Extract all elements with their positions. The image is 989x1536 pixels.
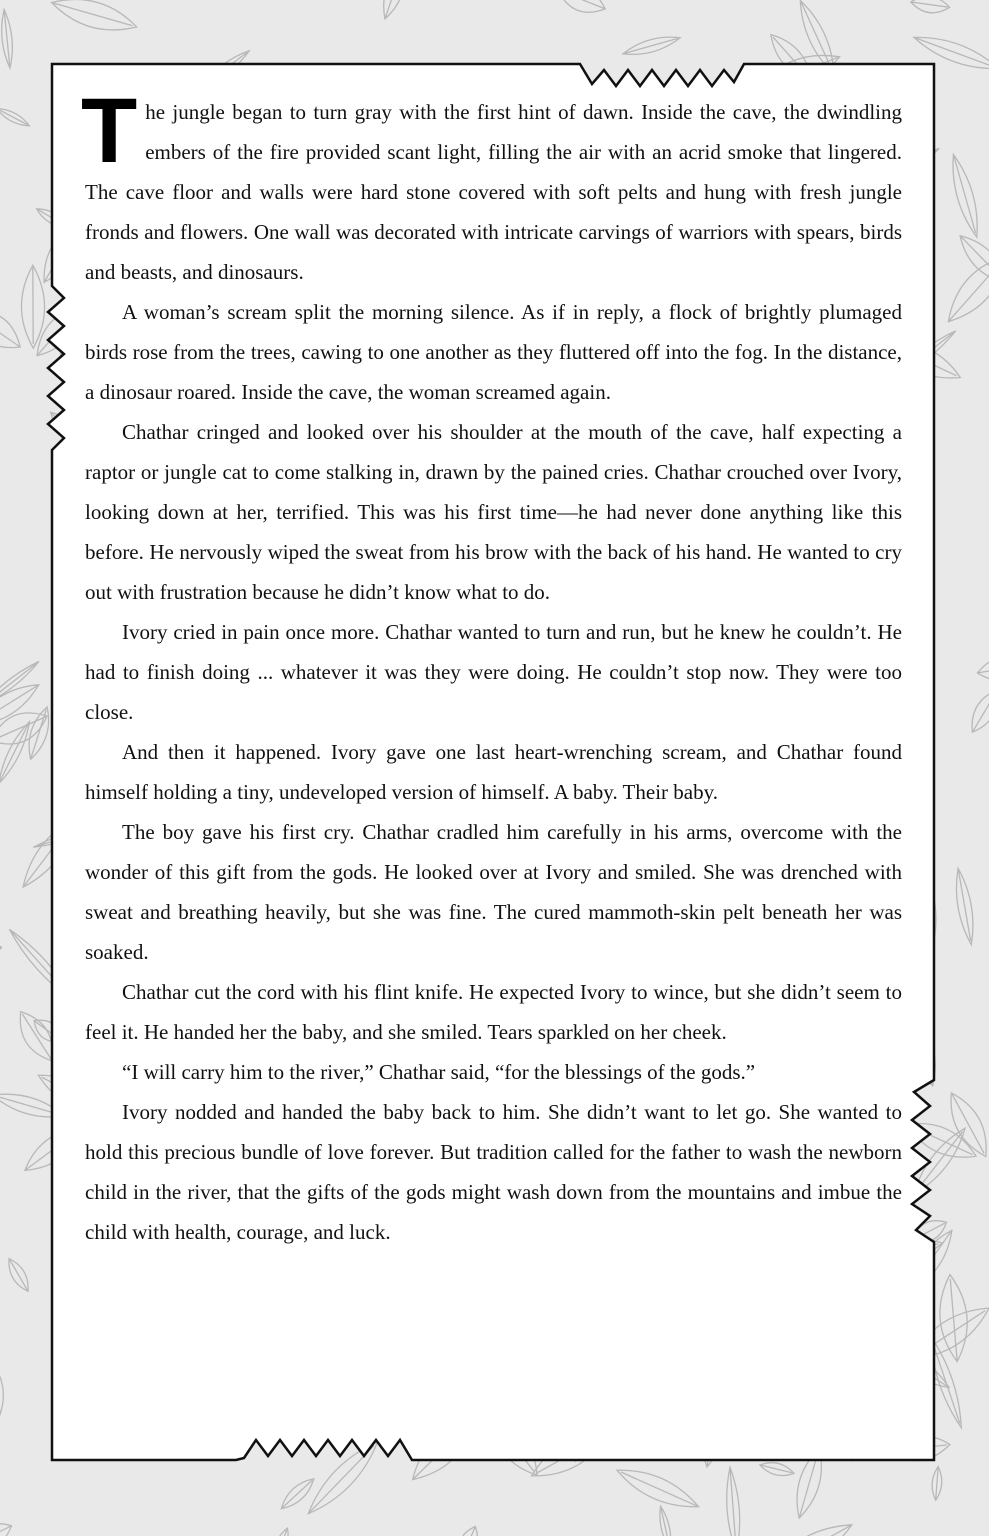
story-paragraph-2: A woman’s scream split the morning silence. As if in reply, a flock of brightly plumaged birds rose from the trees, cawing to one another as they fluttered off into the fog. In the distance, a dinosaur roared. Inside the cave, the woman screamed again. [85,300,902,404]
story-text-block [81,80,902,1252]
story-paragraph-5: And then it happened. Ivory gave one last heart-wrenching scream, and Chathar found himself holding a tiny, undeveloped version of himself. A baby. Their baby. [85,740,902,804]
story-paragraph-7: Chathar cut the cord with his flint knife. He expected Ivory to wince, but she didn’t seem to feel it. He handed her the baby, and she smiled. Tears sparkled on her cheek. [85,980,902,1044]
story-paragraph-1 [81,80,902,292]
story-paragraph-9: Ivory nodded and handed the baby back to him. She didn’t want to let go. She wanted to hold this precious bundle of love forever. But tradition called for the father to wash the newborn child in the river, that the gifts of the gods might wash down from the mountains and imbue the child with health, courage, and luck. [85,1100,902,1244]
story-paragraph-4: Ivory cried in pain once more. Chathar wanted to turn and run, but he knew he couldn’t. He had to finish doing ... whatever it was they were doing. He couldn’t stop now. They were too close. [85,620,902,724]
story-paragraph-3: Chathar cringed and looked over his shoulder at the mouth of the cave, half expecting a raptor or jungle cat to come stalking in, drawn by the pained cries. Chathar crouched over Ivory, looking down at her, terrified. This was his first time—he had never done anything like this before. He nervously wiped the sweat from his brow with the back of his hand. He wanted to cry out with frustration because he didn’t know what to do. [85,420,902,604]
first-paragraph-text: he jungle began to turn gray with the first hint of dawn. Inside the cave, the dwindling embers of the fire provided scant light, filling the air with an acrid smoke that lingered. The cave floor and walls were hard stone covered with soft pelts and hung with fresh jungle fronds and flowers. One wall was decorated with intricate carvings of warriors with spears, birds and beasts, and dinosaurs. [85,100,902,284]
story-paragraph-8: “I will carry him to the river,” Chathar said, “for the blessings of the gods.” [122,1060,756,1084]
story-paragraph-6: The boy gave his first cry. Chathar cradled him carefully in his arms, overcome with the wonder of this gift from the gods. He looked over at Ivory and smiled. She was drenched with sweat and breathing heavily, but she was fine. The cured mammoth-skin pelt beneath her was soaked. [85,820,902,964]
drop-cap-letter: T [81,80,138,182]
